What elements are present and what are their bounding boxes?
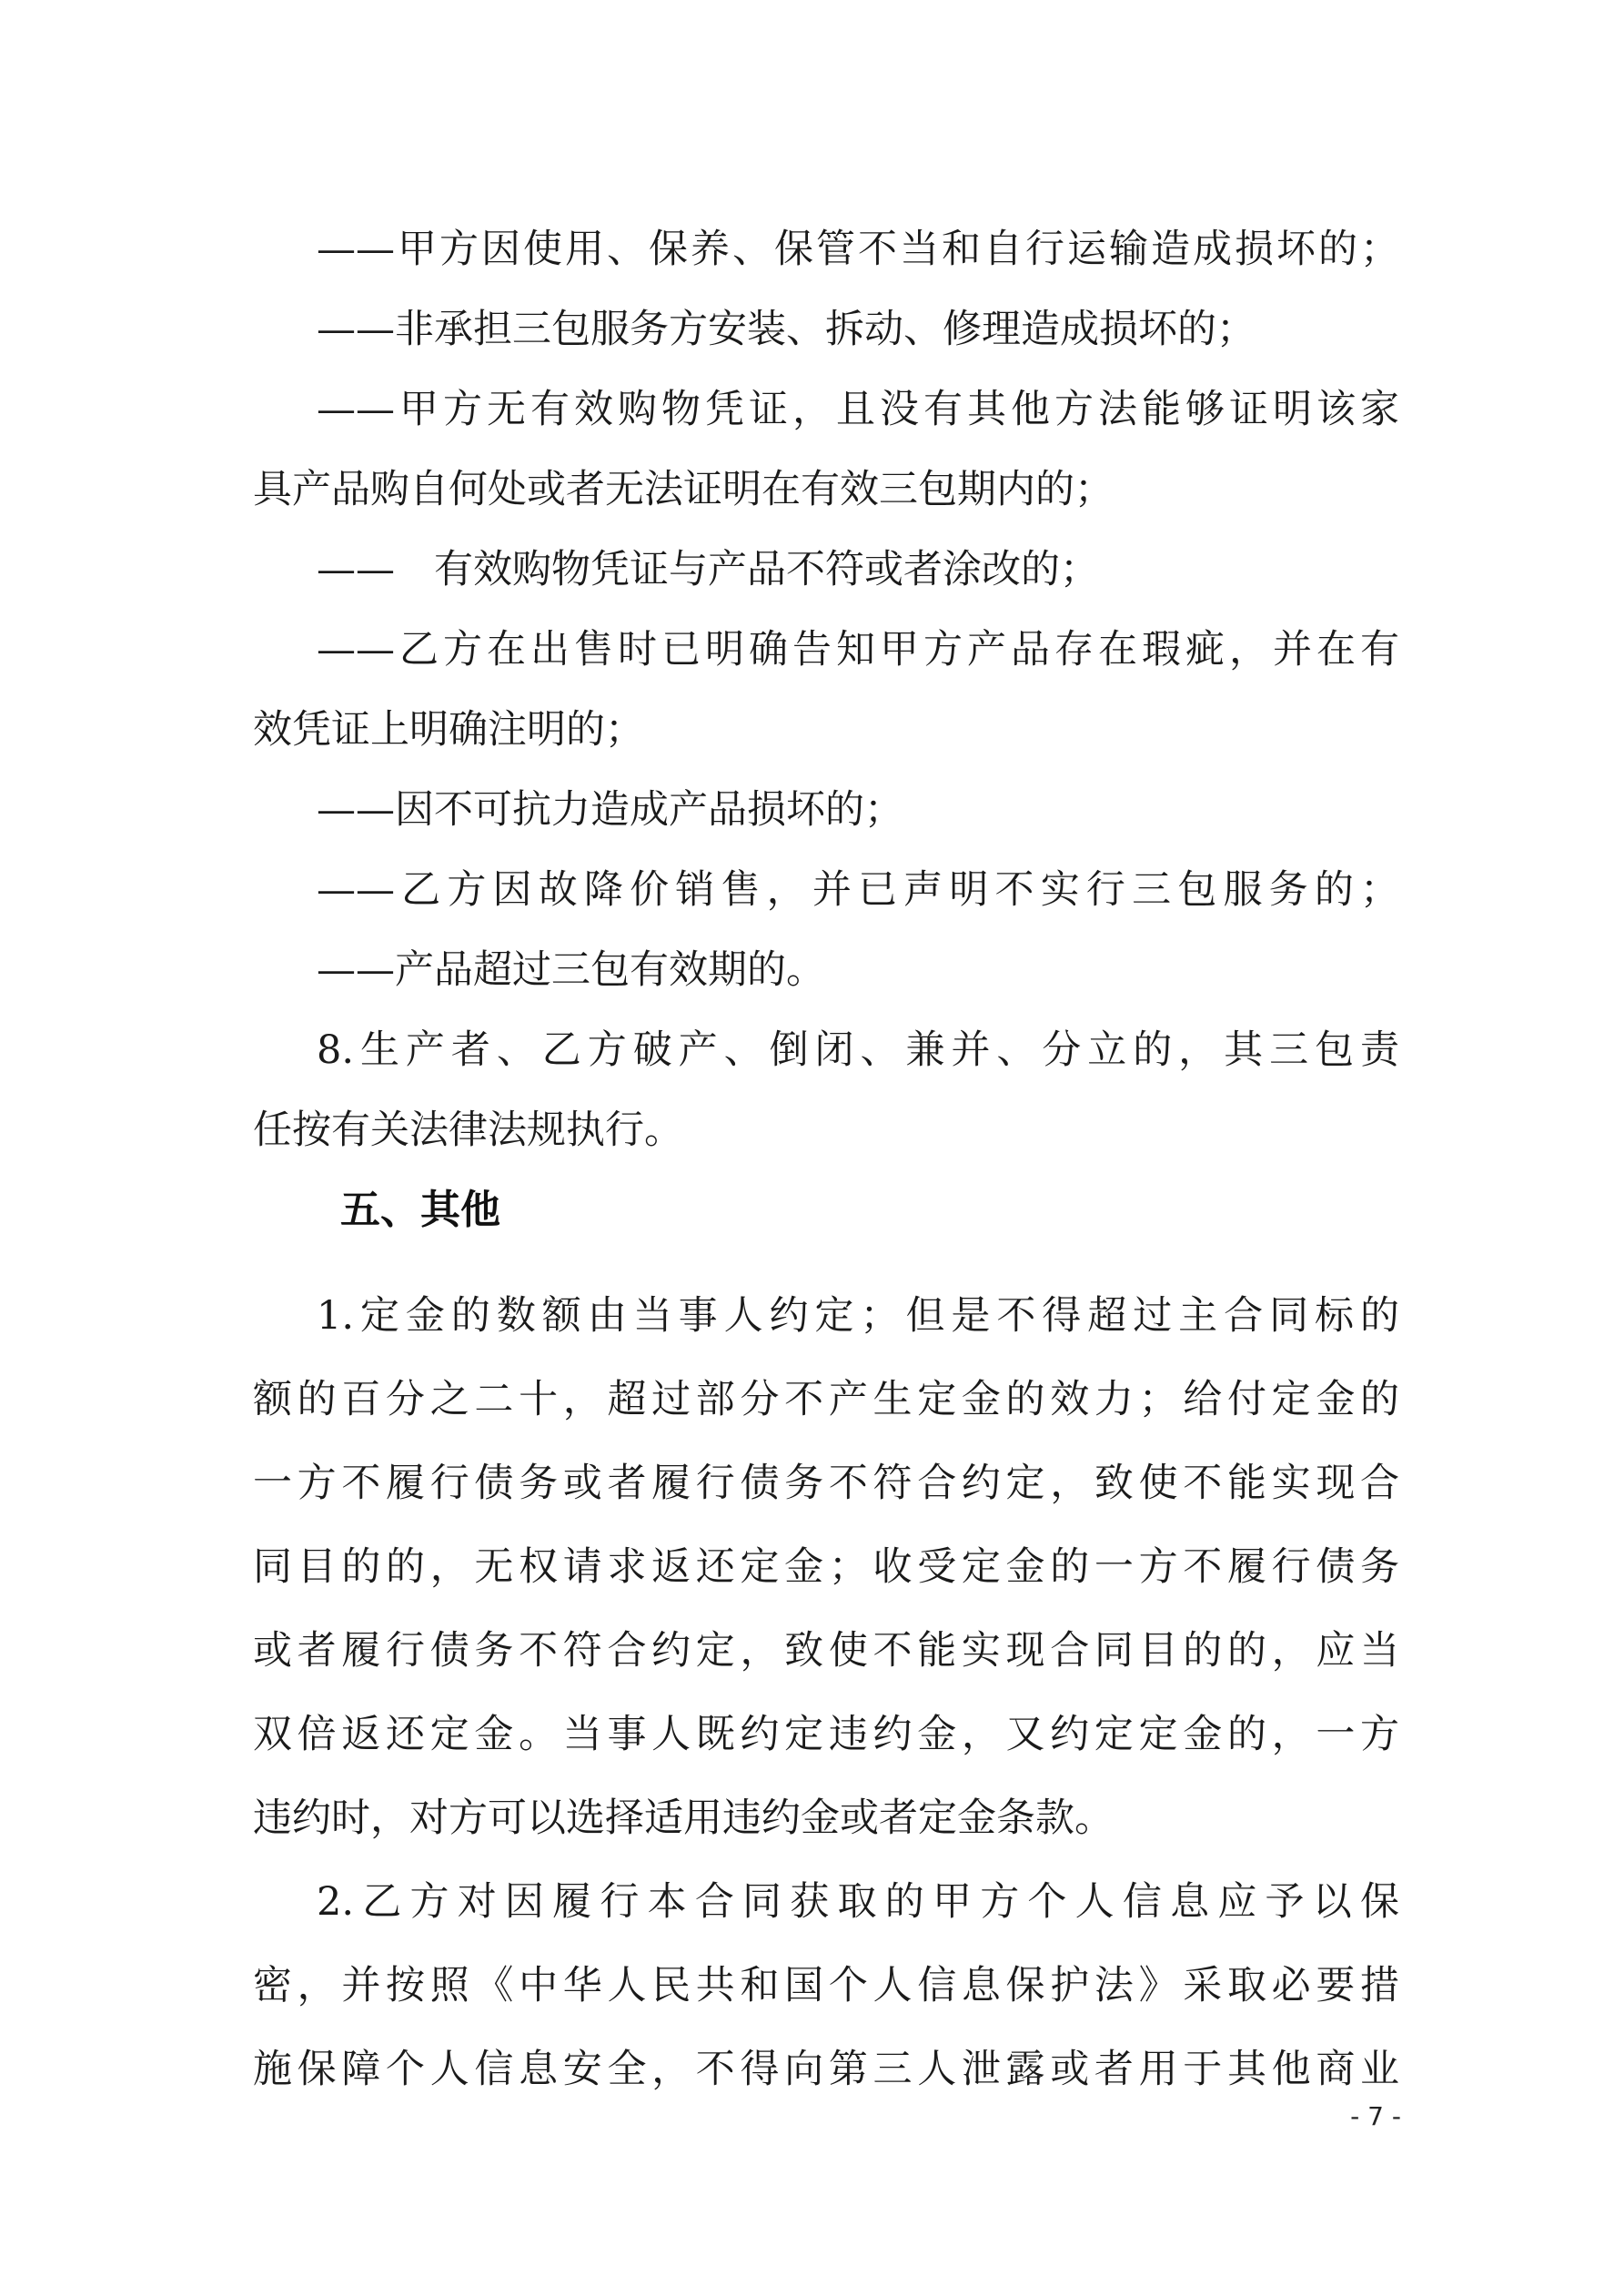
- text-line: 效凭证上明确注明的；: [253, 707, 644, 753]
- text-line: 一方不履行债务或者履行债务不符合约定，致使不能实现合: [253, 1461, 1399, 1506]
- text-line: ——甲方无有效购物凭证，且没有其他方法能够证明该家: [317, 387, 1399, 432]
- text-line: ——因不可抗力造成产品损坏的；: [317, 787, 903, 833]
- text-line: ——乙方在出售时已明确告知甲方产品存在瑕疵，并在有: [317, 627, 1399, 673]
- text-line: 违约时，对方可以选择适用违约金或者定金条款。: [253, 1795, 1114, 1841]
- text-line: ——非承担三包服务方安装、拆动、修理造成损坏的；: [317, 307, 1256, 352]
- text-line: 具产品购自何处或者无法证明在有效三包期内的；: [253, 467, 1114, 512]
- text-line: ——甲方因使用、保养、保管不当和自行运输造成损坏的；: [317, 227, 1399, 272]
- text-line: 同目的的，无权请求返还定金；收受定金的一方不履行债务: [253, 1544, 1399, 1590]
- text-line: 额的百分之二十，超过部分不产生定金的效力；给付定金的: [253, 1377, 1399, 1422]
- text-line: —— 有效购物凭证与产品不符或者涂改的；: [317, 547, 1099, 592]
- page-number: - 7 -: [1350, 2101, 1401, 2131]
- text-line: 1.定金的数额由当事人约定；但是不得超过主合同标的: [317, 1293, 1399, 1339]
- text-line: 任按有关法律法规执行。: [253, 1108, 683, 1153]
- text-line: 2.乙方对因履行本合同获取的甲方个人信息应予以保: [317, 1879, 1399, 1925]
- text-line: ——乙方因故降价销售，并已声明不实行三包服务的；: [317, 867, 1399, 913]
- text-line: 或者履行债务不符合约定，致使不能实现合同目的的，应当: [253, 1628, 1399, 1674]
- text-line: 双倍返还定金。当事人既约定违约金，又约定定金的，一方: [253, 1712, 1399, 1757]
- text-line: 施保障个人信息安全，不得向第三人泄露或者用于其他商业: [253, 2047, 1399, 2092]
- text-line: 8.生产者、乙方破产、倒闭、兼并、分立的，其三包责: [317, 1027, 1399, 1073]
- section-heading: 五、其他: [340, 1187, 500, 1233]
- text-line: 密，并按照《中华人民共和国个人信息保护法》采取必要措: [253, 1963, 1399, 2008]
- text-line: ——产品超过三包有效期的。: [317, 947, 825, 993]
